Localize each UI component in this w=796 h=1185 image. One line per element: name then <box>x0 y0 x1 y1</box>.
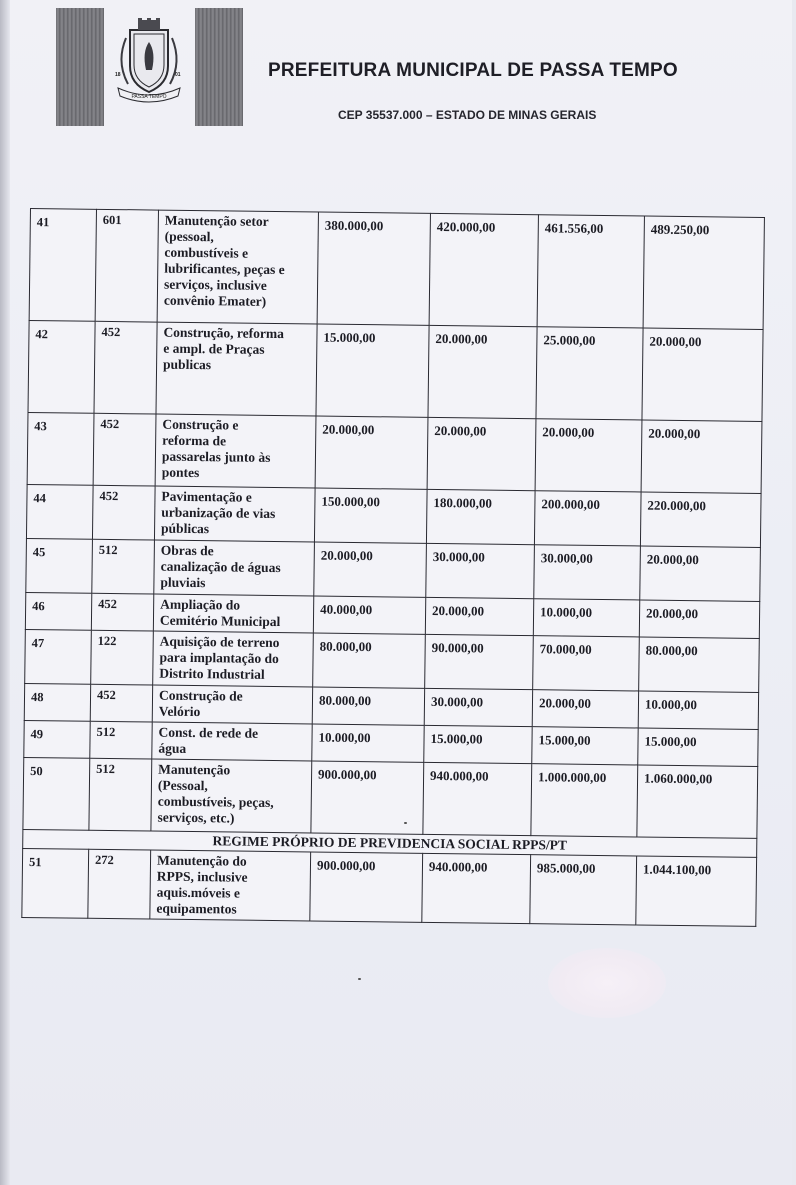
value-year-3-cell: 461.556,00 <box>537 215 644 328</box>
description-line: pontes <box>161 464 200 481</box>
page-subtitle: CEP 35537.000 – ESTADO DE MINAS GERAIS <box>338 108 597 122</box>
value-year-2-cell: 180.000,00 <box>426 489 535 544</box>
value-year-1-cell: 900.000,00 <box>311 761 424 834</box>
description-line: Manutenção do <box>156 852 247 869</box>
value-year-2-cell: 940.000,00 <box>422 853 531 923</box>
value-year-1-cell: 80.000,00 <box>313 633 426 688</box>
row-number-cell: 45 <box>26 538 93 593</box>
description-line: publicas <box>163 356 212 373</box>
value-year-2-cell: 30.000,00 <box>424 688 532 726</box>
description-line: Manutenção <box>158 761 231 778</box>
description-line: Ampliação do <box>160 596 241 613</box>
description-line: combustíveis, peças, <box>157 793 274 811</box>
function-code-cell: 452 <box>92 485 155 540</box>
section-title: REGIME PRÓPRIO DE PREVIDENCIA SOCIAL RPPS/PT <box>23 829 757 857</box>
value-year-4-cell: 20.000,00 <box>641 420 762 493</box>
row-description-cell <box>157 210 318 324</box>
description-line: Construção de <box>158 687 243 704</box>
row-number-cell: 42 <box>28 320 95 413</box>
row-number-cell: 49 <box>24 720 90 758</box>
paper-speck <box>404 822 407 824</box>
page-title: PREFEITURA MUNICIPAL DE PASSA TEMPO <box>268 60 678 81</box>
letterhead <box>0 0 796 140</box>
description-line: lubrificantes, peças e <box>164 260 285 278</box>
value-year-4-cell: 20.000,00 <box>642 328 763 421</box>
description-line: equipamentos <box>156 900 237 917</box>
value-year-1-cell: 150.000,00 <box>314 488 427 543</box>
row-number-cell: 44 <box>26 484 93 539</box>
description-line: aquis.móveis e <box>156 884 241 901</box>
value-year-3-cell: 15.000,00 <box>532 727 638 765</box>
row-number-cell: 41 <box>29 209 96 322</box>
description-line: Cemitério Municipal <box>159 612 281 630</box>
value-year-4-cell: 20.000,00 <box>640 546 761 601</box>
description-line: serviços, etc.) <box>157 809 235 826</box>
row-number-cell: 47 <box>25 629 92 684</box>
table-row <box>22 848 757 926</box>
value-year-1-cell: 380.000,00 <box>317 212 430 325</box>
table-row <box>26 484 761 547</box>
table-row <box>23 757 758 838</box>
row-description-cell <box>152 722 312 761</box>
description-line: (Pessoal, <box>157 777 208 794</box>
description-line: Construção e <box>162 416 239 433</box>
row-description-cell <box>154 486 315 542</box>
value-year-2-cell: 20.000,00 <box>427 417 536 490</box>
value-year-3-cell: 10.000,00 <box>533 599 639 637</box>
description-line: Construção, reforma <box>163 324 285 342</box>
description-line: passarelas junto às <box>161 448 271 465</box>
description-line: canalização de águas <box>160 558 281 576</box>
table-row <box>27 412 762 493</box>
value-year-3-cell: 30.000,00 <box>534 545 641 600</box>
value-year-2-cell: 940.000,00 <box>423 762 532 835</box>
function-code-cell: 452 <box>93 413 156 486</box>
value-year-3-cell: 25.000,00 <box>536 327 643 420</box>
row-description-cell <box>151 759 312 833</box>
value-year-1-cell: 20.000,00 <box>315 416 428 489</box>
description-line: pluviais <box>160 574 206 591</box>
table-row <box>25 629 760 692</box>
value-year-1-cell: 10.000,00 <box>312 724 424 762</box>
description-line: para implantação do <box>159 649 279 667</box>
value-year-4-cell: 220.000,00 <box>640 492 761 547</box>
value-year-1-cell: 80.000,00 <box>312 687 424 725</box>
value-year-4-cell: 15.000,00 <box>638 728 758 766</box>
row-number-cell: 48 <box>24 683 90 721</box>
row-description-cell <box>154 540 315 596</box>
table-row <box>29 209 764 330</box>
value-year-2-cell: 30.000,00 <box>426 543 535 598</box>
description-line: Obras de <box>160 542 214 559</box>
letterhead-bar-right <box>195 8 243 126</box>
paper-speck <box>358 978 361 980</box>
value-year-4-cell: 20.000,00 <box>639 600 759 638</box>
function-code-cell: 122 <box>91 630 154 685</box>
table-row <box>28 320 763 421</box>
row-description-cell <box>153 594 313 633</box>
description-line: combustíveis e <box>164 244 249 261</box>
row-description-cell <box>156 322 317 416</box>
value-year-1-cell: 15.000,00 <box>316 324 429 417</box>
function-code-cell: 512 <box>89 758 152 831</box>
value-year-2-cell: 90.000,00 <box>425 634 534 689</box>
svg-text:18: 18 <box>115 72 121 78</box>
description-line: Velório <box>158 703 201 720</box>
description-line: Const. de rede de <box>158 724 259 741</box>
row-description-cell <box>153 631 314 687</box>
crest-banner-text: PASSA TEMPO <box>131 94 167 100</box>
description-line: RPPS, inclusive <box>156 868 248 885</box>
row-number-cell: 46 <box>25 592 91 630</box>
value-year-2-cell: 20.000,00 <box>425 597 533 635</box>
function-code-cell: 452 <box>90 684 152 722</box>
function-code-cell: 452 <box>91 593 153 631</box>
value-year-3-cell: 20.000,00 <box>532 690 638 728</box>
page-edge-shadow <box>0 0 10 1185</box>
function-code-cell: 512 <box>90 721 152 759</box>
function-code-cell: 452 <box>94 321 157 414</box>
paper-smudge <box>548 948 666 1018</box>
value-year-1-cell: 900.000,00 <box>310 852 423 922</box>
description-line: (pessoal, <box>164 228 214 245</box>
value-year-4-cell: 1.044.100,00 <box>636 856 757 926</box>
value-year-2-cell: 420.000,00 <box>429 213 538 326</box>
description-line: reforma de <box>162 432 227 449</box>
row-number-cell: 51 <box>22 848 89 918</box>
budget-table-body <box>22 209 765 927</box>
row-description-cell <box>152 685 312 724</box>
value-year-4-cell: 489.250,00 <box>643 216 764 329</box>
svg-text:01: 01 <box>175 72 181 78</box>
description-line: Aquisição de terreno <box>159 633 280 651</box>
value-year-4-cell: 10.000,00 <box>638 691 758 729</box>
description-line: serviços, inclusive <box>163 276 267 293</box>
value-year-2-cell: 15.000,00 <box>424 725 532 763</box>
description-line: Distrito Industrial <box>159 665 265 682</box>
function-code-cell: 272 <box>88 849 151 919</box>
value-year-3-cell: 20.000,00 <box>535 419 642 492</box>
value-year-4-cell: 80.000,00 <box>639 637 760 692</box>
value-year-3-cell: 985.000,00 <box>530 855 637 925</box>
description-line: urbanização de vias <box>161 504 276 522</box>
row-description-cell <box>150 850 311 921</box>
description-line: públicas <box>161 520 210 537</box>
municipal-crest-icon <box>108 18 190 104</box>
function-code-cell: 601 <box>95 209 158 322</box>
description-line: convênio Emater) <box>163 292 267 309</box>
table-row <box>26 538 761 601</box>
value-year-2-cell: 20.000,00 <box>428 325 537 418</box>
row-description-cell <box>155 414 316 488</box>
letterhead-bar-left <box>56 8 104 126</box>
budget-table <box>21 208 765 927</box>
description-line: e ampl. de Praças <box>163 340 265 357</box>
function-code-cell: 512 <box>92 539 155 594</box>
value-year-3-cell: 1.000.000,00 <box>531 764 638 837</box>
description-line: Pavimentação e <box>161 488 252 505</box>
row-number-cell: 50 <box>23 757 90 830</box>
description-line: água <box>158 740 187 756</box>
value-year-4-cell: 1.060.000,00 <box>637 765 758 838</box>
value-year-1-cell: 40.000,00 <box>313 596 425 634</box>
value-year-3-cell: 70.000,00 <box>533 636 640 691</box>
value-year-1-cell: 20.000,00 <box>314 542 427 597</box>
description-line: Manutenção setor <box>164 212 269 229</box>
row-number-cell: 43 <box>27 412 94 485</box>
value-year-3-cell: 200.000,00 <box>534 491 641 546</box>
